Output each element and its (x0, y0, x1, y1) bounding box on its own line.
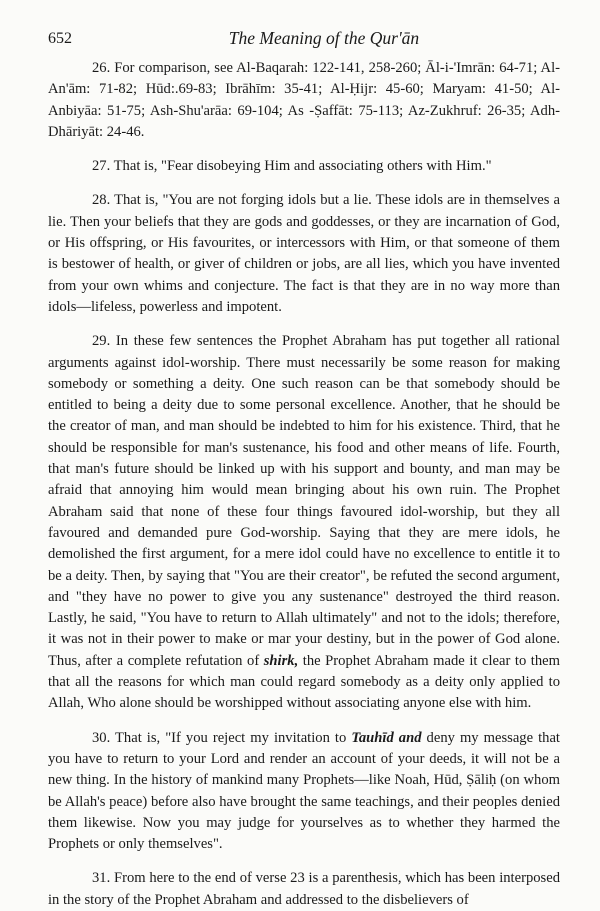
note-31: 31. From here to the end of verse 23 is a parenthesis, which has been interposed in the story of the Prophet Abraham and addressed to the disbelievers of (48, 870, 560, 908)
page-number: 652 (48, 30, 72, 47)
note-28: 28. That is, "You are not forging idols but a lie. These idols are in themselves a lie. Then your beliefs that they are gods and goddesses, or they are incarnation of God, or His offspring, or His favourites, or intercessors with Him, or that someone of them is bestower of health, or giver of children or jobs, are all lies, which you have invented from your own whims and conjecture. The fact is that they are in no way more than idols—lifeless, powerless and impotent. (48, 192, 560, 315)
note-30-text-b: deny my message that you have to return to your Lord and render an account of your deeds, it will not be a new thing. In the history of mankind many Prophets—like Noah, Hūd, Ṣāliḥ (on whom be Allah's peace) before also have brought the same teachings, and their peoples denied them likewise. Now you may judge for yourselves as to whether they harmed the Prophets or only themselves". (48, 729, 560, 853)
note-29 (48, 331, 560, 714)
note-30-term-tauhid: Tauhīd and (351, 729, 422, 746)
note-27: 27. That is, "Fear disobeying Him and associating others with Him." (92, 158, 492, 175)
note-26: 26. For comparison, see Al-Baqarah: 122-141, 258-260; Āl-i-'Imrān: 64-71; Al-An'ām: 71-82; Hūd:.69-83; Ibrāhīm: 35-41; Al-Ḥijr: 45-60; Maryam: 41-50; Al-Anbiyāa: 51-75; Ash-Shu'arāa: 69-104; As -Ṣaffāt: 75-113; Az-Zukhruf: 26-35; Adh-Dhāriyāt: 24-46. (48, 60, 560, 140)
page-header (48, 0, 560, 58)
note-30-text-a: 30. That is, "If you reject my invitation to (92, 729, 352, 746)
note-30 (48, 728, 560, 856)
note-29-term-shirk: shirk, (263, 652, 299, 669)
running-title: The Meaning of the Qur'ān (228, 28, 420, 48)
note-29-text-a: 29. In these few sentences the Prophet Abraham has put together all rational arguments against idol-worship. There must necessarily be some reason for making somebody or something a deity. One such reason can be that somebody should be entitled to being a deity due to some personal excellence. Another, that he should be the creator of man, and man should be indebted to him for his existence. Third, that he should be responsible for man's sustenance, his food and other means of life. Fourth, that man's future should be linked up with his support and bounty, and man may be afraid that annoying him would mean bringing about his own ruin. The Prophet Abraham said that none of these four things favoured idol-worship, but they all favoured and demanded pure God-worship. Saying that they are mere idols, he demolished the first argument, for a mere idol could have no excellence to entitle it to be a deity. Then, by saying that "You are their creator", be refuted the second argument, and "they have no power to give you any sustenance" destroyed the third reason. Lastly, he said, "You have to return to Allah ultimately" and not to the idols; therefore, it was not in their power to make or mar your destiny, but in the power of God alone. Thus, after a complete refutation of (48, 333, 560, 669)
note-29-text-b: the Prophet Abraham made it clear to them that all the reasons for which man could regard somebody as a deity only applied to Allah, Who alone should be worshipped without associating anyone else with him. (48, 652, 560, 712)
